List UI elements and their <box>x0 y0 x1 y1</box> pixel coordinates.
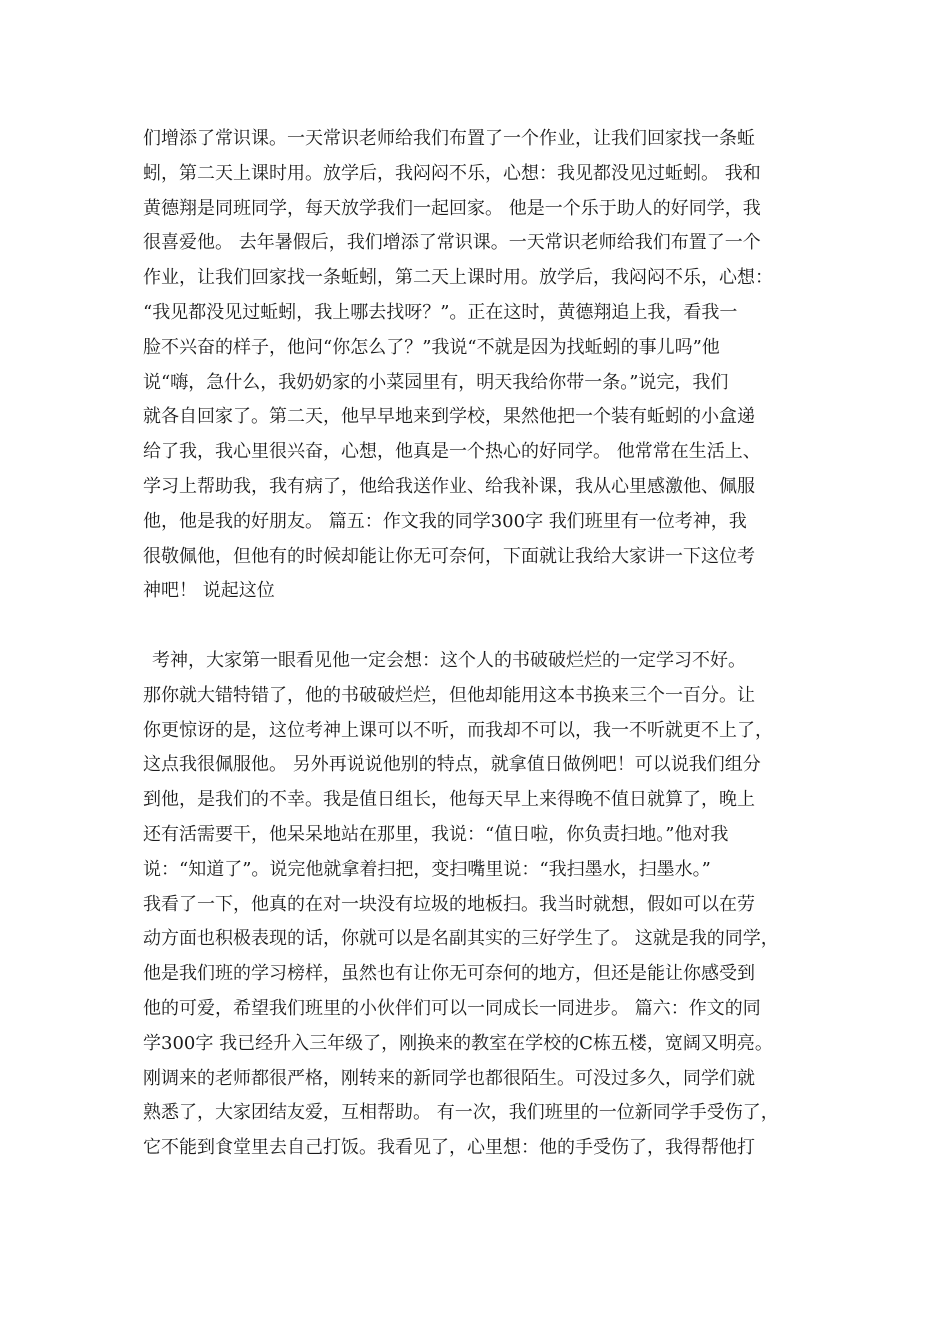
paragraph-1 <box>143 122 823 609</box>
text-line: 刚调来的老师都很严格，刚转来的新同学也都很陌生。可没过多久，同学们就 <box>143 1067 755 1089</box>
text-line: 学习上帮助我，我有病了，他给我送作业、给我补课，我从心里感激他、佩服 <box>143 475 755 497</box>
text-line: 说“嗨，急什么，我奶奶家的小菜园里有，明天我给你带一条。”说完，我们 <box>143 371 729 393</box>
text-line: 你更惊讶的是，这位考神上课可以不听，而我却不可以，我一不听就更不上了， <box>143 719 773 741</box>
text-line: 学300字 我已经升入三年级了，刚换来的教室在学校的C栋五楼，宽阔又明亮。 <box>143 1032 773 1054</box>
text-line: “我见都没见过蚯蚓，我上哪去找呀？”。正在这时，黄德翔追上我，看我一 <box>143 301 738 323</box>
paragraph-2 <box>143 644 823 1166</box>
text-line: 他的可爱，希望我们班里的小伙伴们可以一同成长一同进步。 篇六：作文的同 <box>143 997 761 1019</box>
text-line: 说：“知道了”。说完他就拿着扫把，变扫嘴里说：“我扫墨水，扫墨水。” <box>143 858 711 880</box>
text-line: 他，他是我的好朋友。 篇五：作文我的同学300字 我们班里有一位考神，我 <box>143 510 747 532</box>
text-line: 我看了一下，他真的在对一块没有垃圾的地板扫。我当时就想，假如可以在劳 <box>143 893 755 915</box>
text-line: 就各自回家了。第二天，他早早地来到学校，果然他把一个装有蚯蚓的小盒递 <box>143 406 755 428</box>
text-line: 动方面也积极表现的话，你就可以是名副其实的三好学生了。 这就是我的同学， <box>143 928 779 950</box>
text-line: 黄德翔是同班同学，每天放学我们一起回家。 他是一个乐于助人的好同学，我 <box>143 197 761 219</box>
text-line: 很喜爱他。 去年暑假后，我们增添了常识课。一天常识老师给我们布置了一个 <box>143 232 761 254</box>
text-line: 蚓，第二天上课时用。放学后，我闷闷不乐，心想：我见都没见过蚯蚓。 我和 <box>143 162 761 184</box>
text-line: 它不能到食堂里去自己打饭。我看见了，心里想：他的手受伤了，我得帮他打 <box>143 1137 755 1159</box>
text-line: 还有活需要干，他呆呆地站在那里，我说：“值日啦，你负责扫地。”他对我 <box>143 823 729 845</box>
text-line: 脸不兴奋的样子，他问“你怎么了？”我说“不就是因为找蚯蚓的事儿吗”他 <box>143 336 720 358</box>
text-line: 给了我，我心里很兴奋，心想，他真是一个热心的好同学。 他常常在生活上、 <box>143 441 761 463</box>
text-line: 们增添了常识课。一天常识老师给我们布置了一个作业，让我们回家找一条蚯 <box>143 128 755 149</box>
text-line: 到他，是我们的不幸。我是值日组长，他每天早上来得晚不值日就算了，晚上 <box>143 789 755 811</box>
text-line: 这点我很佩服他。 另外再说说他别的特点，就拿值日做例吧！可以说我们组分 <box>143 754 761 776</box>
text-line: 很敬佩他，但他有的时候却能让你无可奈何，下面就让我给大家讲一下这位考 <box>143 545 755 567</box>
text-line: 那你就大错特错了，他的书破破烂烂，但他却能用这本书换来三个一百分。让 <box>143 684 755 706</box>
text-line: 考神，大家第一眼看见他一定会想：这个人的书破破烂烂的一定学习不好。 <box>152 650 746 671</box>
text-line: 熟悉了，大家团结友爱，互相帮助。 有一次，我们班里的一位新同学手受伤了， <box>143 1102 779 1124</box>
text-line: 神吧！ 说起这位 <box>143 580 275 602</box>
text-line: 作业，让我们回家找一条蚯蚓，第二天上课时用。放学后，我闷闷不乐，心想： <box>143 267 773 289</box>
text-line: 他是我们班的学习榜样，虽然也有让你无可奈何的地方，但还是能让你感受到 <box>143 963 755 985</box>
